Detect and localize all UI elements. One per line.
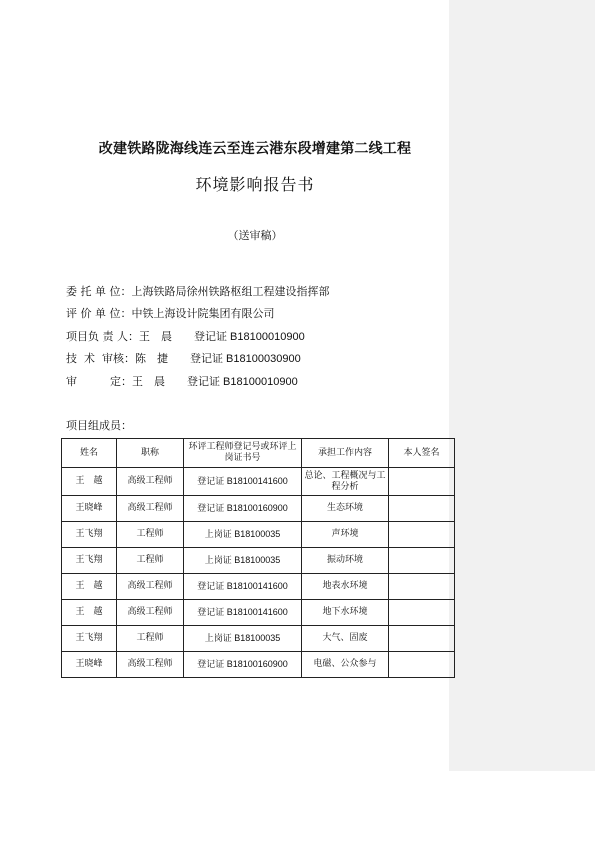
cell-name: 王飞翔 bbox=[62, 626, 117, 652]
leader-line bbox=[66, 331, 305, 343]
header-signature: 本人签名 bbox=[389, 439, 455, 468]
cell-signature[interactable] bbox=[389, 548, 455, 574]
reviewer-name: 陈 捷 bbox=[135, 352, 168, 365]
reviewer-label: 技 术 审核： bbox=[66, 352, 135, 365]
header-work: 承担工作内容 bbox=[302, 439, 389, 468]
cell-work: 生态环境 bbox=[302, 496, 389, 522]
table-row bbox=[62, 652, 455, 678]
cell-cert: 登记证 B18100160900 bbox=[184, 496, 302, 522]
header-cert: 环评工程师登记号或环评上岗证书号 bbox=[184, 439, 302, 468]
cell-cert: 登记证 B18100160900 bbox=[184, 652, 302, 678]
document-title: 改建铁路陇海线连云至连云港东段增建第二线工程 bbox=[98, 141, 412, 157]
members-table bbox=[61, 438, 455, 678]
table-row bbox=[62, 468, 455, 496]
cell-signature[interactable] bbox=[389, 652, 455, 678]
cell-work: 声环境 bbox=[302, 522, 389, 548]
cell-work: 电磁、公众参与 bbox=[302, 652, 389, 678]
reviewer-line bbox=[66, 353, 301, 365]
approver-line bbox=[66, 376, 298, 388]
cell-signature[interactable] bbox=[389, 496, 455, 522]
draft-note: （送审稿） bbox=[227, 229, 283, 242]
table-row bbox=[62, 496, 455, 522]
cell-title: 高级工程师 bbox=[117, 468, 184, 496]
cell-cert: 登记证 B18100141600 bbox=[184, 574, 302, 600]
leader-name: 王 晨 bbox=[139, 330, 172, 343]
client-label: 委 托 单 位： bbox=[66, 285, 132, 298]
cell-title: 高级工程师 bbox=[117, 574, 184, 600]
cell-work: 地下水环境 bbox=[302, 600, 389, 626]
cell-name: 王飞翔 bbox=[62, 548, 117, 574]
evaluator-value: 中铁上海设计院集团有限公司 bbox=[131, 307, 275, 320]
cell-name: 王飞翔 bbox=[62, 522, 117, 548]
document-subtitle: 环境影响报告书 bbox=[195, 175, 315, 194]
leader-label: 项目负 责 人： bbox=[66, 330, 139, 343]
cell-name: 王晓峰 bbox=[62, 652, 117, 678]
cell-cert: 登记证 B18100141600 bbox=[184, 600, 302, 626]
header-title: 职称 bbox=[117, 439, 184, 468]
cell-title: 工程师 bbox=[117, 626, 184, 652]
cell-work: 振动环境 bbox=[302, 548, 389, 574]
header-name: 姓名 bbox=[62, 439, 117, 468]
cell-title: 高级工程师 bbox=[117, 496, 184, 522]
approver-cert: 登记证 B18100010900 bbox=[187, 376, 298, 388]
cell-cert: 上岗证 B18100035 bbox=[184, 522, 302, 548]
approver-name: 王 晨 bbox=[132, 375, 165, 388]
table-row bbox=[62, 548, 455, 574]
members-label: 项目组成员： bbox=[66, 419, 132, 432]
table-row bbox=[62, 522, 455, 548]
table-header-row bbox=[62, 439, 455, 468]
cell-title: 工程师 bbox=[117, 522, 184, 548]
cell-signature[interactable] bbox=[389, 574, 455, 600]
cell-work: 地表水环境 bbox=[302, 574, 389, 600]
cell-work: 大气、固废 bbox=[302, 626, 389, 652]
cell-name: 王 越 bbox=[62, 468, 117, 496]
cell-name: 王晓峰 bbox=[62, 496, 117, 522]
cell-signature[interactable] bbox=[389, 600, 455, 626]
cell-cert: 上岗证 B18100035 bbox=[184, 548, 302, 574]
evaluator-label: 评 价 单 位： bbox=[66, 307, 132, 320]
table-row bbox=[62, 600, 455, 626]
cell-cert: 上岗证 B18100035 bbox=[184, 626, 302, 652]
client-value: 上海铁路局徐州铁路枢组工程建设指挥部 bbox=[131, 285, 330, 298]
approver-label: 审 定： bbox=[66, 375, 132, 388]
reviewer-cert: 登记证 B18100030900 bbox=[190, 353, 301, 365]
cell-cert: 登记证 B18100141600 bbox=[184, 468, 302, 496]
cell-name: 王 越 bbox=[62, 600, 117, 626]
cell-title: 高级工程师 bbox=[117, 652, 184, 678]
evaluator-line bbox=[66, 308, 275, 319]
cell-signature[interactable] bbox=[389, 468, 455, 496]
cell-work: 总论、工程概况与工程分析 bbox=[302, 468, 389, 496]
leader-cert: 登记证 B18100010900 bbox=[194, 331, 305, 343]
cell-title: 高级工程师 bbox=[117, 600, 184, 626]
cell-signature[interactable] bbox=[389, 522, 455, 548]
cell-title: 工程师 bbox=[117, 548, 184, 574]
cell-signature[interactable] bbox=[389, 626, 455, 652]
table-row bbox=[62, 626, 455, 652]
cell-name: 王 越 bbox=[62, 574, 117, 600]
client-line bbox=[66, 286, 330, 297]
comment-margin-pane bbox=[449, 0, 595, 771]
table-row bbox=[62, 574, 455, 600]
